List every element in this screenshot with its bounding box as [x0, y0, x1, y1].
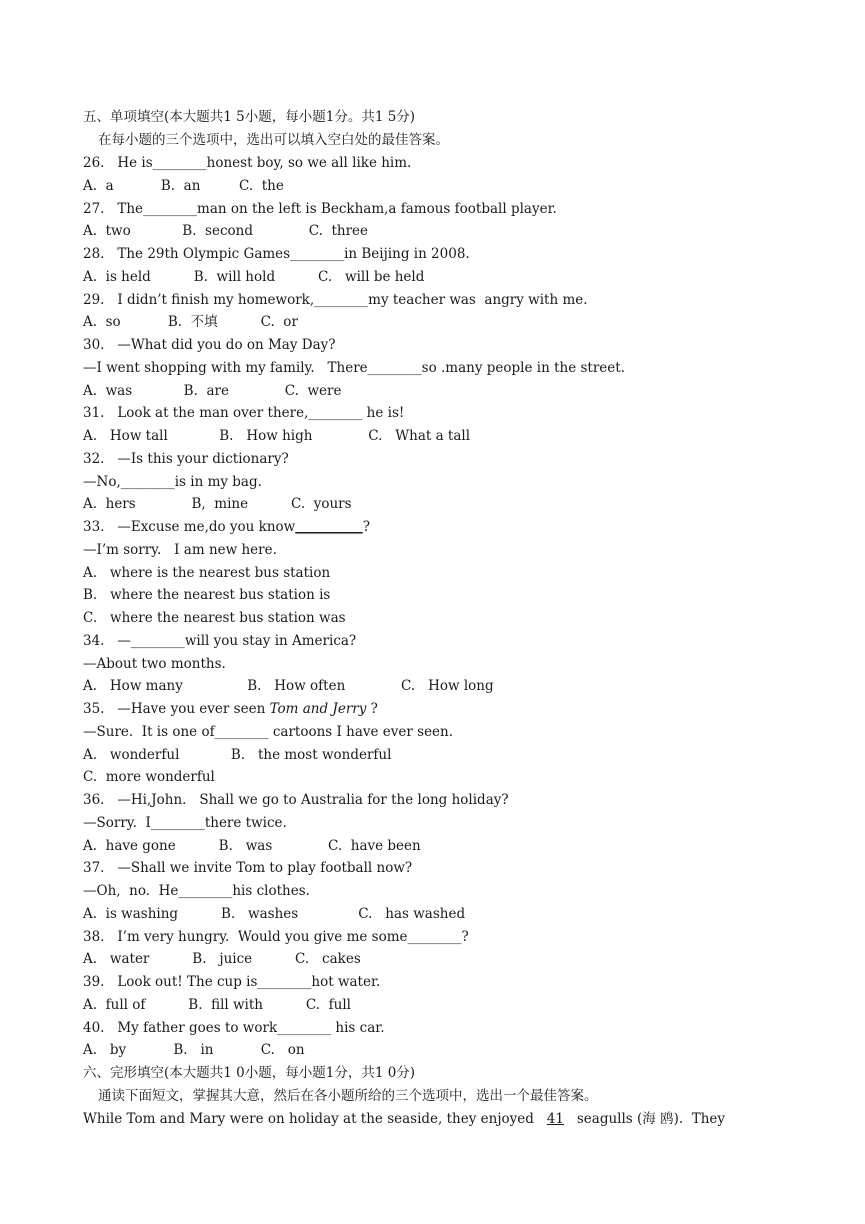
question-28: 28. The 29th Olympic Games________in Beijing in 2008.: [83, 246, 470, 262]
question-33-text: 33. —Excuse me,do you know: [83, 519, 296, 535]
options-40: A. by B. in C. on: [83, 1042, 305, 1058]
question-35: [83, 700, 378, 718]
question-33-end: ?: [362, 519, 370, 535]
passage-line-1: [83, 1110, 725, 1128]
question-35-response: —Sure. It is one of________ cartoons I have ever seen.: [83, 724, 454, 740]
options-34: A. How many B. How often C. How long: [83, 678, 494, 694]
options-31: A. How tall B. How high C. What a tall: [83, 428, 471, 444]
options-27: A. two B. second C. three: [83, 223, 369, 239]
option-33-a: A. where is the nearest bus station: [83, 565, 331, 581]
options-39: A. full of B. fill with C. full: [83, 997, 351, 1013]
question-36: 36. —Hi,John. Shall we go to Australia for the long holiday?: [83, 792, 509, 808]
options-38: A. water B. juice C. cakes: [83, 951, 361, 967]
option-33-c: C. where the nearest bus station was: [83, 610, 346, 626]
section5-instruction: 在每小题的三个选项中，选出可以填入空白处的最佳答案。: [98, 132, 449, 148]
options-32: A. hers B, mine C. yours: [83, 496, 352, 512]
question-31: 31. Look at the man over there,________ he is!: [83, 405, 405, 421]
option-33-b: B. where the nearest bus station is: [83, 587, 331, 603]
question-30: 30. —What did you do on May Day?: [83, 337, 336, 353]
question-33: [83, 518, 370, 536]
question-37: 37. —Shall we invite Tom to play football now?: [83, 860, 413, 876]
question-32: 32. —Is this your dictionary?: [83, 451, 289, 467]
question-29: 29. I didn’t finish my homework,________my teacher was angry with me.: [83, 292, 588, 308]
question-35-title: Tom and Jerry: [269, 701, 367, 717]
options-30: A. was B. are C. were: [83, 383, 342, 399]
section6-heading: 六、完形填空(本大题共1 0小题，每小题1分，共1 0分): [83, 1065, 416, 1081]
question-32-response: —No,________is in my bag.: [83, 474, 262, 490]
options-35: A. wonderful B. the most wonderful: [83, 747, 392, 763]
blank-number-41: 41: [546, 1111, 564, 1127]
options-26: A. a B. an C. the: [83, 178, 284, 194]
question-38: 38. I’m very hungry. Would you give me some________?: [83, 929, 469, 945]
passage-text-b: seagulls (海 鸥). They: [563, 1111, 726, 1127]
options-37: A. is washing B. washes C. has washed: [83, 906, 466, 922]
question-35-end: ?: [366, 701, 378, 717]
question-26: 26. He is________honest boy, so we all like him.: [83, 155, 412, 171]
question-39: 39. Look out! The cup is________hot water.: [83, 974, 381, 990]
section6-instruction: 通读下面短文，掌握其大意，然后在各小题所给的三个选项中，选出一个最佳答案。: [98, 1088, 598, 1104]
passage-text-a: While Tom and Mary were on holiday at the seaside, they enjoyed: [83, 1111, 547, 1127]
question-33-blank: __________: [295, 519, 363, 535]
question-33-response: —I’m sorry. I am new here.: [83, 542, 277, 558]
options-29: A. so B. 不填 C. or: [83, 314, 298, 330]
question-40: 40. My father goes to work________ his car.: [83, 1020, 385, 1036]
question-34-response: —About two months.: [83, 656, 226, 672]
question-37-response: —Oh, no. He________his clothes.: [83, 883, 310, 899]
question-27: 27. The________man on the left is Beckham,a famous football player.: [83, 201, 557, 217]
question-35-text: 35. —Have you ever seen: [83, 701, 270, 717]
question-36-response: —Sorry. I________there twice.: [83, 815, 287, 831]
options-28: A. is held B. will hold C. will be held: [83, 269, 425, 285]
question-34: 34. —________will you stay in America?: [83, 633, 357, 649]
option-35-c: C. more wonderful: [83, 769, 215, 785]
question-30-response: —I went shopping with my family. There________so .many people in the street.: [83, 360, 625, 376]
options-36: A. have gone B. was C. have been: [83, 838, 421, 854]
section5-heading: 五、单项填空(本大题共1 5小题，每小题1分。共1 5分): [83, 109, 416, 125]
